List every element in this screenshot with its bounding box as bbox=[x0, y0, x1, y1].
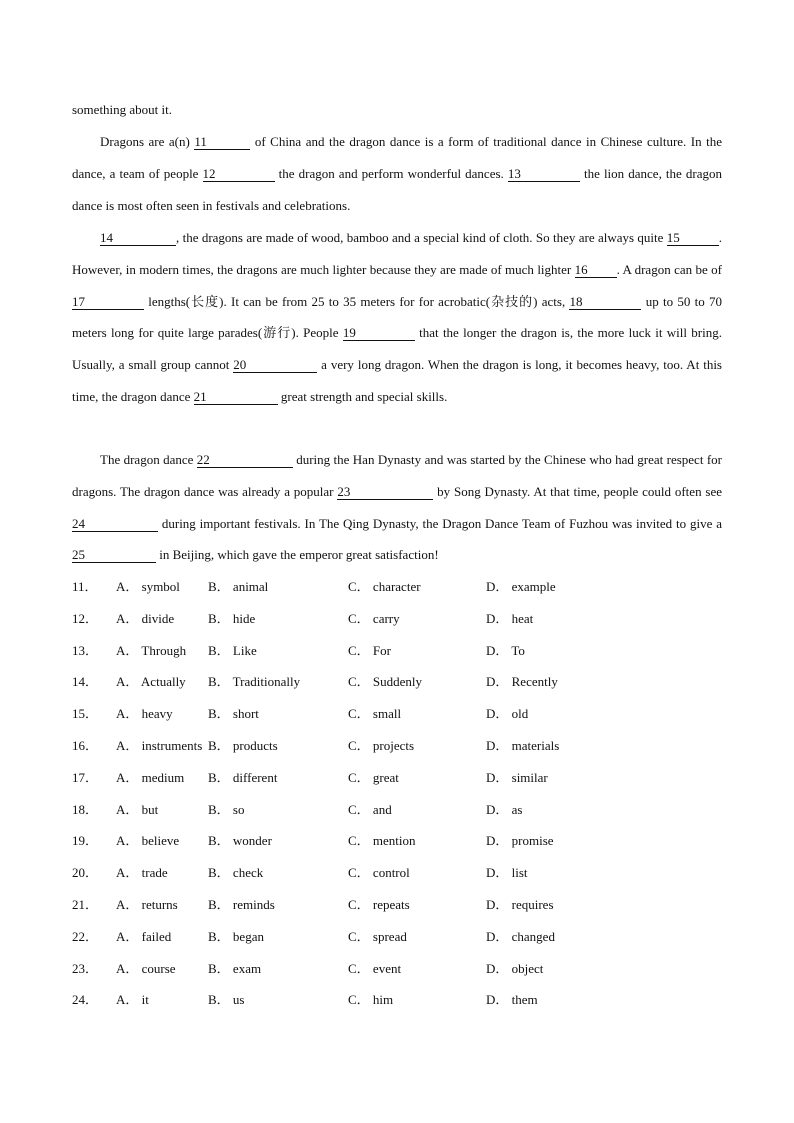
question-row bbox=[72, 953, 722, 985]
option-a[interactable]: A． Through bbox=[116, 642, 187, 658]
blank-14[interactable]: 14 bbox=[100, 231, 176, 246]
option-b[interactable]: B． Like bbox=[208, 642, 257, 658]
question-row bbox=[72, 984, 722, 1016]
option-d[interactable]: D． changed bbox=[486, 928, 555, 944]
option-a[interactable]: A． but bbox=[116, 801, 159, 817]
passage-paragraph-1 bbox=[72, 126, 722, 221]
blank-20[interactable]: 20 bbox=[233, 358, 317, 373]
option-d[interactable]: D． requires bbox=[486, 896, 554, 912]
option-d[interactable]: D． them bbox=[486, 992, 538, 1008]
p3-text-b: during the Han Dynasty and was started by the Chinese who had great respect for dragons. The dragon dance was already a popular bbox=[72, 452, 722, 499]
option-c[interactable]: C． spread bbox=[348, 928, 407, 944]
option-b[interactable]: B． hide bbox=[208, 610, 256, 626]
p3-text-d: during important festivals. In The Qing Dynasty, the Dragon Dance Team of Fuzhou was invited to give a bbox=[158, 515, 722, 531]
option-b[interactable]: B． us bbox=[208, 992, 245, 1008]
p2-text-d: lengths(长度). It can be from 25 to 35 meters for for acrobatic(杂技的) acts, bbox=[144, 293, 570, 309]
option-a[interactable]: A． failed bbox=[116, 928, 172, 944]
question-row bbox=[72, 730, 722, 762]
p1-text-b: of China and the dragon dance is a form of traditional dance in Chinese culture. In the dance, a team of people bbox=[72, 134, 722, 181]
option-b[interactable]: B． exam bbox=[208, 960, 262, 976]
option-b[interactable]: B． Traditionally bbox=[208, 674, 301, 690]
option-b[interactable]: B． wonder bbox=[208, 833, 272, 849]
question-row bbox=[72, 666, 722, 698]
question-number: 18． bbox=[72, 801, 99, 817]
question-row bbox=[72, 762, 722, 794]
p2-text-h: great strength and special skills. bbox=[277, 388, 448, 404]
blank-13[interactable]: 13 bbox=[508, 167, 580, 182]
option-a[interactable]: A． instruments bbox=[116, 737, 203, 753]
option-d[interactable]: D． as bbox=[486, 801, 523, 817]
question-number: 16． bbox=[72, 737, 99, 753]
option-c[interactable]: C． mention bbox=[348, 833, 416, 849]
option-a[interactable]: A． it bbox=[116, 992, 149, 1008]
question-row bbox=[72, 603, 722, 635]
question-number: 23． bbox=[72, 960, 99, 976]
option-c[interactable]: C． control bbox=[348, 865, 410, 881]
passage-intro-line bbox=[72, 94, 722, 126]
question-number: 12． bbox=[72, 610, 99, 626]
option-c[interactable]: C． For bbox=[348, 642, 391, 658]
question-number: 21． bbox=[72, 896, 99, 912]
option-a[interactable]: A． medium bbox=[116, 769, 185, 785]
question-number: 19． bbox=[72, 833, 99, 849]
question-number: 11． bbox=[72, 579, 98, 594]
p1-text-a: Dragons are a(n) bbox=[100, 134, 195, 149]
option-b[interactable]: B． animal bbox=[208, 579, 269, 594]
question-row bbox=[72, 889, 722, 921]
p2-text-b: . However, in modern times, the dragons are much lighter because they are made of much lighter bbox=[72, 230, 722, 277]
question-number: 22． bbox=[72, 928, 99, 944]
question-row bbox=[72, 698, 722, 730]
option-a[interactable]: A． trade bbox=[116, 865, 168, 881]
blank-23[interactable]: 23 bbox=[337, 485, 433, 500]
question-number: 14． bbox=[72, 674, 99, 690]
option-c[interactable]: C． repeats bbox=[348, 896, 410, 912]
passage-paragraph-2 bbox=[72, 222, 722, 413]
p2-text-c: . A dragon can be of bbox=[616, 261, 722, 277]
option-d[interactable]: D． example bbox=[486, 579, 556, 594]
blank-16[interactable]: 16 bbox=[575, 263, 617, 278]
question-row bbox=[72, 794, 722, 826]
blank-11[interactable]: 11 bbox=[194, 135, 250, 150]
blank-17[interactable]: 17 bbox=[72, 295, 144, 310]
option-b[interactable]: B． began bbox=[208, 928, 264, 944]
blank-21[interactable]: 21 bbox=[194, 390, 278, 405]
blank-24[interactable]: 24 bbox=[72, 517, 158, 532]
blank-25[interactable]: 25 bbox=[72, 548, 156, 563]
p2-text-f: that the longer the dragon is, the more luck it will bring. Usually, a small group cannot bbox=[72, 325, 722, 373]
blank-19[interactable]: 19 bbox=[343, 326, 415, 341]
question-number: 13． bbox=[72, 642, 99, 658]
options-list bbox=[72, 571, 722, 1016]
option-b[interactable]: B． reminds bbox=[208, 896, 275, 912]
option-d[interactable]: D． materials bbox=[486, 737, 560, 753]
option-c[interactable]: C． projects bbox=[348, 737, 415, 753]
option-c[interactable]: C． character bbox=[348, 579, 421, 594]
option-a[interactable]: A． symbol bbox=[116, 579, 180, 594]
option-a[interactable]: A． course bbox=[116, 960, 176, 976]
passage-paragraph-3 bbox=[72, 444, 722, 571]
question-row bbox=[72, 635, 722, 667]
option-c[interactable]: C． small bbox=[348, 706, 402, 722]
option-b[interactable]: B． products bbox=[208, 737, 278, 753]
option-c[interactable]: C． event bbox=[348, 960, 402, 976]
p3-text-a: The dragon dance bbox=[100, 452, 197, 467]
question-number: 15． bbox=[72, 706, 99, 722]
option-b[interactable]: B． different bbox=[208, 769, 278, 785]
option-d[interactable]: D． promise bbox=[486, 833, 554, 849]
p2-text-e: up to 50 to 70 meters long for quite large parades(游行). People bbox=[72, 293, 722, 341]
option-c[interactable]: C． and bbox=[348, 801, 392, 817]
intro-text: something about it. bbox=[72, 102, 173, 117]
p1-text-d: the lion dance, the dragon dance is most often seen in festivals and celebrations. bbox=[72, 165, 722, 213]
question-number: 20． bbox=[72, 865, 99, 881]
option-d[interactable]: D． similar bbox=[486, 769, 548, 785]
option-c[interactable]: C． him bbox=[348, 992, 394, 1008]
question-row bbox=[72, 857, 722, 889]
question-row bbox=[72, 571, 722, 603]
option-a[interactable]: A． divide bbox=[116, 610, 175, 626]
option-d[interactable]: D． old bbox=[486, 706, 529, 722]
p3-text-e: in Beijing, which gave the emperor great satisfaction! bbox=[156, 547, 439, 563]
option-b[interactable]: B． short bbox=[208, 706, 259, 722]
blank-15[interactable]: 15 bbox=[667, 231, 719, 246]
option-a[interactable]: A． returns bbox=[116, 896, 178, 912]
option-a[interactable]: A． heavy bbox=[116, 706, 173, 722]
p2-text-g: a very long dragon. When the dragon is long, it becomes heavy, too. At this time, the dragon dance bbox=[72, 357, 722, 404]
option-c[interactable]: C． Suddenly bbox=[348, 674, 423, 690]
question-number: 24． bbox=[72, 992, 99, 1008]
blank-22[interactable]: 22 bbox=[197, 453, 293, 468]
option-c[interactable]: C． carry bbox=[348, 610, 400, 626]
p2-text-a: , the dragons are made of wood, bamboo and a special kind of cloth. So they are always quite bbox=[176, 230, 667, 245]
p3-text-c: by Song Dynasty. At that time, people could often see bbox=[433, 483, 722, 499]
option-c[interactable]: C． great bbox=[348, 769, 399, 785]
option-d[interactable]: D． list bbox=[486, 865, 528, 881]
option-d[interactable]: D． Recently bbox=[486, 674, 558, 690]
option-a[interactable]: A． Actually bbox=[116, 674, 186, 690]
blank-12[interactable]: 12 bbox=[203, 167, 275, 182]
option-b[interactable]: B． so bbox=[208, 801, 245, 817]
option-d[interactable]: D． heat bbox=[486, 610, 534, 626]
question-number: 17． bbox=[72, 769, 99, 785]
question-row bbox=[72, 825, 722, 857]
option-b[interactable]: B． check bbox=[208, 865, 264, 881]
question-row bbox=[72, 921, 722, 953]
option-a[interactable]: A． believe bbox=[116, 833, 180, 849]
p1-text-c: the dragon and perform wonderful dances. bbox=[274, 165, 508, 181]
option-d[interactable]: D． To bbox=[486, 642, 525, 658]
option-d[interactable]: D． object bbox=[486, 960, 544, 976]
blank-18[interactable]: 18 bbox=[569, 295, 641, 310]
